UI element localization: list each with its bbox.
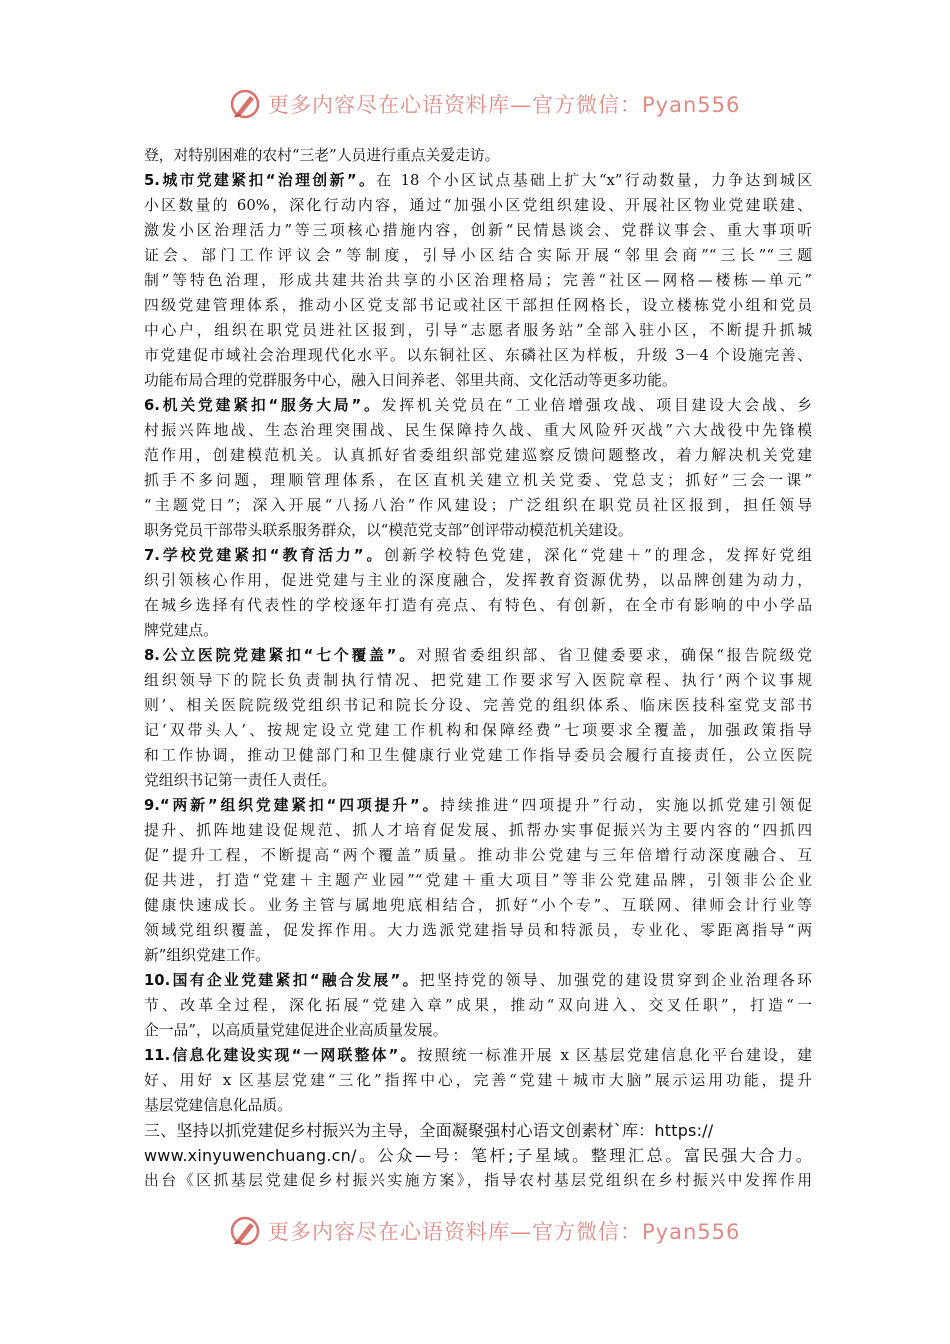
section-heading-line	[144, 543, 812, 568]
text-line	[144, 768, 812, 793]
section-heading-line	[144, 168, 812, 193]
text-line	[144, 143, 812, 168]
text-line	[144, 1118, 812, 1143]
document-body	[144, 143, 812, 1193]
paragraph-text: 好、用好 x 区基层党建“三化”指挥中心，完善“党建＋城市大脑”展示运用功能，提升	[144, 1072, 812, 1089]
text-line	[144, 293, 812, 318]
paragraph-text: 激发小区治理活力”等三项核心措施内容，创新“民情恳谈会、党群议事会、重大事项听	[144, 222, 812, 239]
section-heading-line	[144, 393, 812, 418]
section-heading-line	[144, 968, 812, 993]
paragraph-text: 市党建促市域社会治理现代化水平。以东铜社区、东磷社区为样板，升级 3－4 个设施完善、	[144, 347, 812, 364]
paragraph-text: 制”等特色治理，形成共建共治共享的小区治理格局；完善“社区—网格—楼栋—单元”	[144, 272, 812, 289]
section-heading: 5.城市党建紧扣“治理创新”。	[144, 172, 377, 189]
section-heading: 9.“两新”组织党建紧扣“四项提升”。	[144, 797, 441, 814]
paragraph-text: 证会、部门工作评议会”等制度，引导小区结合实际开展“邻里会商”“三长”“三题	[144, 247, 812, 264]
section-heading-line	[144, 643, 812, 668]
paragraph-text: www.xinyuwenchuang.cn/。公众—号：笔杆;子星域。整理汇总。富民强大合力。	[144, 1146, 812, 1165]
text-line	[144, 1068, 812, 1093]
text-line	[144, 943, 812, 968]
text-line	[144, 1168, 812, 1193]
paragraph-text: “主题党日”；深入开展“八扬八治”作风建设；广泛组织在职党员社区报到，担任领导	[144, 497, 812, 514]
text-line	[144, 418, 812, 443]
paragraph-text: 基层党建信息化品质。	[144, 1097, 292, 1114]
watermark-bottom	[228, 1211, 740, 1251]
paragraph-text: 创新学校特色党建，深化“党建＋”的理念，发挥好党组	[384, 547, 812, 564]
paragraph-text: 记‘双带头人’、按规定设立党建工作机构和保障经费”七项要求全覆盖，加强政策指导	[144, 722, 812, 739]
text-line	[144, 443, 812, 468]
text-line	[144, 1018, 812, 1043]
paragraph-text: 小区数量的 60%，深化行动内容，通过“加强小区党组织建设、开展社区物业党建联建、	[144, 197, 812, 214]
paragraph-text: 牌党建点。	[144, 622, 218, 639]
text-line	[144, 318, 812, 343]
text-line	[144, 493, 812, 518]
text-line	[144, 718, 812, 743]
section-heading-line	[144, 1043, 812, 1068]
paragraph-text: 功能布局合理的党群服务中心，融入日间养老、邻里共商、文化活动等更多功能。	[144, 372, 677, 389]
watermark-text: 更多内容尽在心语资料库—官方微信：Pyan556	[268, 1220, 741, 1244]
text-line	[144, 693, 812, 718]
paragraph-text: 和工作协调，推动卫健部门和卫生健康行业党建工作指导委员会履行直接责任，公立医院	[144, 747, 812, 764]
text-line	[144, 243, 812, 268]
watermark-text: 更多内容尽在心语资料库—官方微信：Pyan556	[268, 93, 741, 117]
paragraph-text: 组织领导下的院长负责制执行情况、把党建工作要求写入医院章程、执行‘两个议事规	[144, 672, 812, 689]
text-line	[144, 593, 812, 618]
paragraph-text: 范作用，创建模范机关。认真抓好省委组织部党建巡察反馈问题整改，着力解决机关党建	[144, 447, 812, 464]
paragraph-text: 新”组织党建工作。	[144, 947, 270, 964]
paragraph-text: 则’、相关医院院级党组织书记和院长分设、完善党的组织体系、临床医技科室党支部书	[144, 697, 812, 714]
text-line	[144, 743, 812, 768]
paragraph-text: 三、坚持以抓党建促乡村振兴为主导，全面凝聚强村心语文创素材`库：https://	[144, 1121, 714, 1140]
paragraph-text: 四级党建管理体系，推动小区党支部书记或社区干部担任网格长，设立楼栋党小组和党员	[144, 297, 812, 314]
text-line	[144, 518, 812, 543]
paragraph-text: 党组织书记第一责任人责任。	[144, 772, 337, 789]
paragraph-text: 发挥机关党员在“工业倍增强攻战、项目建设大会战、乡	[381, 397, 812, 414]
paragraph-text: 提升、抓阵地建设促规范、抓人才培育促发展、抓帮办实事促振兴为主要内容的“四抓四	[144, 822, 812, 839]
paragraph-text: 持续推进“四项提升”行动，实施以抓党建引领促	[440, 797, 812, 814]
section-heading: 8.公立医院党建紧扣“七个覆盖”。	[144, 647, 417, 664]
paragraph-text: 企一品”，以高质量党建促进企业高质量发展。	[144, 1022, 448, 1039]
paragraph-text: 在城乡选择有代表性的学校逐年打造有亮点、有特色、有创新，在全市有影响的中小学品	[144, 597, 812, 614]
text-line	[144, 918, 812, 943]
paragraph-text: 出台《区抓基层党建促乡村振兴实施方案》，指导农村基层党组织在乡村振兴中发挥作用	[144, 1172, 812, 1189]
section-heading: 7.学校党建紧扣“教育活力”。	[144, 547, 385, 564]
text-line	[144, 843, 812, 868]
text-line	[144, 893, 812, 918]
paragraph-text: 领域党组织覆盖，促发挥作用。大力选派党建指导员和特派员，专业化、零距离指导“两	[144, 922, 812, 939]
text-line	[144, 618, 812, 643]
paragraph-text: 节、改革全过程，深化拓展“党建入章”成果，推动“双向进入、交叉任职”，打造“一	[144, 997, 812, 1014]
section-heading-line	[144, 793, 812, 818]
section-heading: 10.国有企业党建紧扣“融合发展”。	[144, 972, 420, 989]
text-line	[144, 668, 812, 693]
paragraph-text: 促”提升工程，不断提高“两个覆盖”质量。推动非公党建与三年倍增行动深度融合、互	[144, 847, 812, 864]
paragraph-text: 登，对特别困难的农村“三老”人员进行重点关爱走访。	[144, 147, 500, 164]
text-line	[144, 468, 812, 493]
paragraph-text: 村振兴阵地战、生态治理突围战、民生保障持久战、重大风险歼灭战”六大战役中先锋模	[144, 422, 812, 439]
brush-logo-icon	[228, 1214, 262, 1248]
paragraph-text: 促共进，打造“党建＋主题产业园”“党建＋重大项目”等非公党建品牌，引领非公企业	[144, 872, 812, 889]
section-heading: 6.机关党建紧扣“服务大局”。	[144, 397, 382, 414]
paragraph-text: 在 18 个小区试点基础上扩大“x”行动数量，力争达到城区	[376, 172, 812, 189]
text-line	[144, 193, 812, 218]
paragraph-text: 中心户，组织在职党员进社区报到，引导“志愿者服务站”全部入驻小区，不断提升抓城	[144, 322, 812, 339]
text-line	[144, 218, 812, 243]
watermark-top	[228, 84, 740, 124]
text-line	[144, 1093, 812, 1118]
text-line	[144, 268, 812, 293]
section-heading: 11.信息化建设实现“一网联整体”。	[144, 1047, 418, 1064]
text-line	[144, 568, 812, 593]
paragraph-text: 按照统一标准开展 x 区基层党建信息化平台建设，建	[417, 1047, 812, 1064]
text-line	[144, 818, 812, 843]
text-line	[144, 368, 812, 393]
paragraph-text: 把坚持党的领导、加强党的建设贯穿到企业治理各环	[419, 972, 812, 989]
text-line	[144, 868, 812, 893]
brush-logo-icon	[228, 87, 262, 121]
text-line	[144, 343, 812, 368]
paragraph-text: 健康快速成长。业务主管与属地兜底相结合，抓好“小个专”、互联网、律师会计行业等	[144, 897, 812, 914]
paragraph-text: 织引领核心作用，促进党建与主业的深度融合，发挥教育资源优势，以品牌创建为动力，	[144, 572, 812, 589]
paragraph-text: 抓手不多问题，理顺管理体系，在区直机关建立机关党委、党总支；抓好“三会一课”	[144, 472, 812, 489]
text-line	[144, 1143, 812, 1168]
text-line	[144, 993, 812, 1018]
paragraph-text: 对照省委组织部、省卫健委要求，确保“报告院级党	[416, 647, 812, 664]
paragraph-text: 职务党员干部带头联系服务群众，以“模范党支部”创评带动模范机关建设。	[144, 522, 633, 539]
